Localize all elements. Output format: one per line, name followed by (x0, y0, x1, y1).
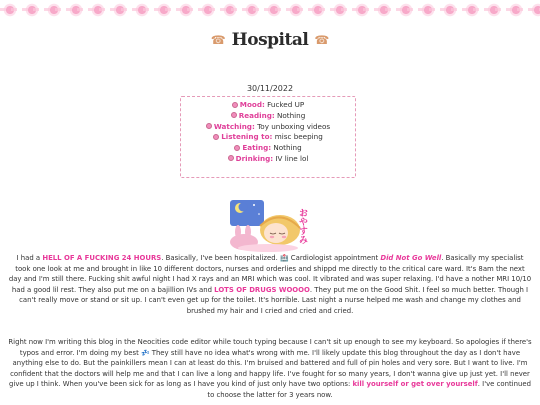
story-text: I had a (16, 254, 43, 262)
telephone-icon: ☎ (314, 33, 330, 47)
status-reading (181, 111, 355, 122)
status-box (180, 96, 356, 178)
pink-dot-icon (213, 134, 219, 140)
status-value: Nothing (277, 110, 306, 120)
status-value: Nothing (273, 143, 302, 153)
status-eating (181, 143, 355, 154)
status-label: Listening to: (221, 132, 273, 142)
status-label: Eating: (242, 143, 272, 153)
story-highlight: Did Not Go Well (380, 254, 442, 262)
status-value: Fucked UP (267, 100, 305, 109)
status-value: IV line lol (275, 153, 309, 163)
status-value: misc beeping (274, 132, 323, 142)
status-listening (181, 132, 355, 143)
pink-dot-icon (206, 123, 212, 129)
telephone-icon: ☎ (210, 33, 226, 47)
story-highlight: LOTS OF DRUGS WOOOO (214, 285, 310, 294)
story-text: . Basically, I've been hospitalized. 🏥 Cardiologist appointment (161, 254, 381, 262)
story-highlight: HELL OF A FUCKING 24 HOURS (42, 254, 162, 262)
page-title: Hospital (231, 30, 309, 50)
sleeping-girl-illustration (224, 196, 314, 252)
pink-dot-icon (232, 102, 238, 108)
illustration-caption: おやすみ (297, 208, 307, 244)
status-label: Mood: (239, 100, 265, 109)
post-date: 30/11/2022 (246, 84, 294, 93)
status-label: Drinking: (235, 153, 274, 163)
status-mood (181, 100, 355, 111)
pink-dot-icon (234, 145, 240, 151)
story-text: . They put me on the Good Shit. I feel so much better. Though I can't really move or stand or sit up. I can't even get up for the toilet. It's horrible. Last night a nurse helped me wash and change my clothes and brushed my hair and I cried and cried and cried. (19, 285, 529, 315)
pink-dot-icon (231, 112, 237, 118)
status-label: Watching: (213, 121, 255, 131)
pink-flower-border (0, 0, 540, 20)
story-paragraph-1 (8, 253, 532, 317)
page-header (0, 28, 540, 52)
status-value: Toy unboxing videos (257, 121, 331, 131)
story-text: . Basically my specialist took one look at me and brought in like 10 different doctors, nurses and orderlies and shippd me directly to the critical care ward. It's 8am the next day and I'm still there. Fucking shit awful night I had X rays and an MRI which was cool. It vibrated and was super relaxing. I'd have a nother MRI 10/10 had a good lil rest. They also put me on a bajillion IVs and (8, 254, 532, 294)
story-highlight: kill yourself or get over yourself (352, 380, 478, 389)
story-text: Right now I'm writing this blog in the Neocities code editor while touch typing because I can't sit up enough to see my keyboard. So apologies if there's typos and error. I'm doing my best 💤 They still have no idea what's wrong with me. I'll likely update this blog throughout the day as I don't have anything else to do. But the painkillers mean I can at least do this. I'm bruised and battered and full of pin holes and very sore. But I want to live. I'm confident that the doctors will help me and that I can live a long and happy life. I've fought for so many years, I don't wanna give up just yet. I'll never give up I think. When you've been sick for as long as I have you kind of just only have two options: (8, 338, 532, 389)
status-label: Reading: (238, 110, 275, 120)
pink-dot-icon (228, 155, 234, 161)
status-watching (181, 122, 355, 133)
story-text: . I've continued to choose the latter for 3 years now. (207, 380, 531, 399)
status-drinking (181, 154, 355, 165)
story-paragraph-2 (8, 337, 532, 401)
